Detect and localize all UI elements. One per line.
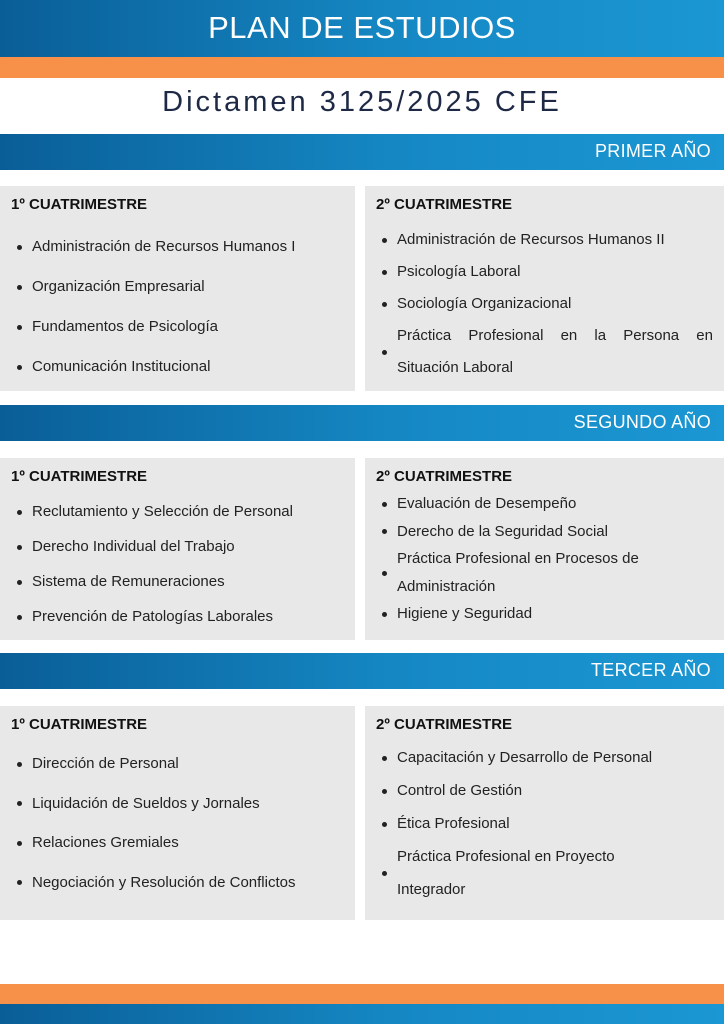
- year-bar-second: [0, 405, 724, 441]
- semester-panel-2-1: [0, 458, 355, 640]
- subject-item: Fundamentos de Psicología: [11, 307, 344, 347]
- footer-band: [0, 1004, 724, 1024]
- year-bar-third: [0, 653, 724, 689]
- semester-panel-1-1: [0, 186, 355, 391]
- subject-item: Administración de Recursos Humanos I: [11, 227, 344, 267]
- semester-title: 2º CUATRIMESTRE: [376, 468, 513, 485]
- subject-item: Psicología Laboral: [376, 256, 713, 288]
- semester-panel-2-2: [365, 458, 724, 640]
- subject-item: Práctica Profesional en Procesos de Administración: [376, 545, 684, 600]
- subject-item: Negociación y Resolución de Conflictos: [11, 863, 344, 903]
- header-accent-stripe: [0, 57, 724, 78]
- subject-item: Higiene y Seguridad: [376, 600, 684, 628]
- year-bar-first: [0, 134, 724, 170]
- semester-title: 2º CUATRIMESTRE: [376, 196, 513, 213]
- semester-title: 2º CUATRIMESTRE: [376, 716, 513, 733]
- subject-item: Control de Gestión: [376, 774, 684, 807]
- year-label: PRIMER AÑO: [594, 141, 711, 161]
- semester-title: 1º CUATRIMESTRE: [11, 196, 148, 213]
- subject-item: Reclutamiento y Selección de Personal: [11, 494, 344, 529]
- subject-list: [376, 741, 684, 906]
- semester-panel-1-2: [365, 186, 724, 391]
- year-label: SEGUNDO AÑO: [573, 412, 711, 432]
- subject-item: Derecho Individual del Trabajo: [11, 529, 344, 564]
- subject-list: [11, 494, 344, 634]
- subject-item: Sistema de Remuneraciones: [11, 564, 344, 599]
- subject-item: Práctica Profesional en Proyecto Integrador: [376, 840, 684, 906]
- subject-item: Prevención de Patologías Laborales: [11, 599, 344, 634]
- subject-item: Práctica Profesional en la Persona en Situación Laboral: [376, 320, 713, 384]
- subject-item: Derecho de la Seguridad Social: [376, 518, 684, 546]
- subject-item: Evaluación de Desempeño: [376, 490, 684, 518]
- subject-item: Relaciones Gremiales: [11, 823, 344, 863]
- subject-list: [11, 744, 344, 902]
- subject-item: Liquidación de Sueldos y Jornales: [11, 784, 344, 824]
- subject-item: Ética Profesional: [376, 807, 684, 840]
- subject-item: Sociología Organizacional: [376, 288, 713, 320]
- semester-title: 1º CUATRIMESTRE: [11, 716, 148, 733]
- page-title: PLAN DE ESTUDIOS: [208, 10, 516, 45]
- semester-panel-3-1: [0, 706, 355, 920]
- semester-title: 1º CUATRIMESTRE: [11, 468, 148, 485]
- page-subtitle: Dictamen 3125/2025 CFE: [162, 86, 562, 118]
- footer-accent-stripe: [0, 984, 724, 1004]
- subject-item: Dirección de Personal: [11, 744, 344, 784]
- semester-panel-3-2: [365, 706, 724, 920]
- subject-list: [11, 227, 344, 387]
- subject-list: [376, 224, 713, 384]
- subject-item: Administración de Recursos Humanos II: [376, 224, 713, 256]
- year-label: TERCER AÑO: [590, 660, 711, 680]
- subject-item: Capacitación y Desarrollo de Personal: [376, 741, 684, 774]
- subject-list: [376, 490, 684, 628]
- page-header: [0, 0, 724, 57]
- subject-item: Comunicación Institucional: [11, 347, 344, 387]
- subject-item: Organización Empresarial: [11, 267, 344, 307]
